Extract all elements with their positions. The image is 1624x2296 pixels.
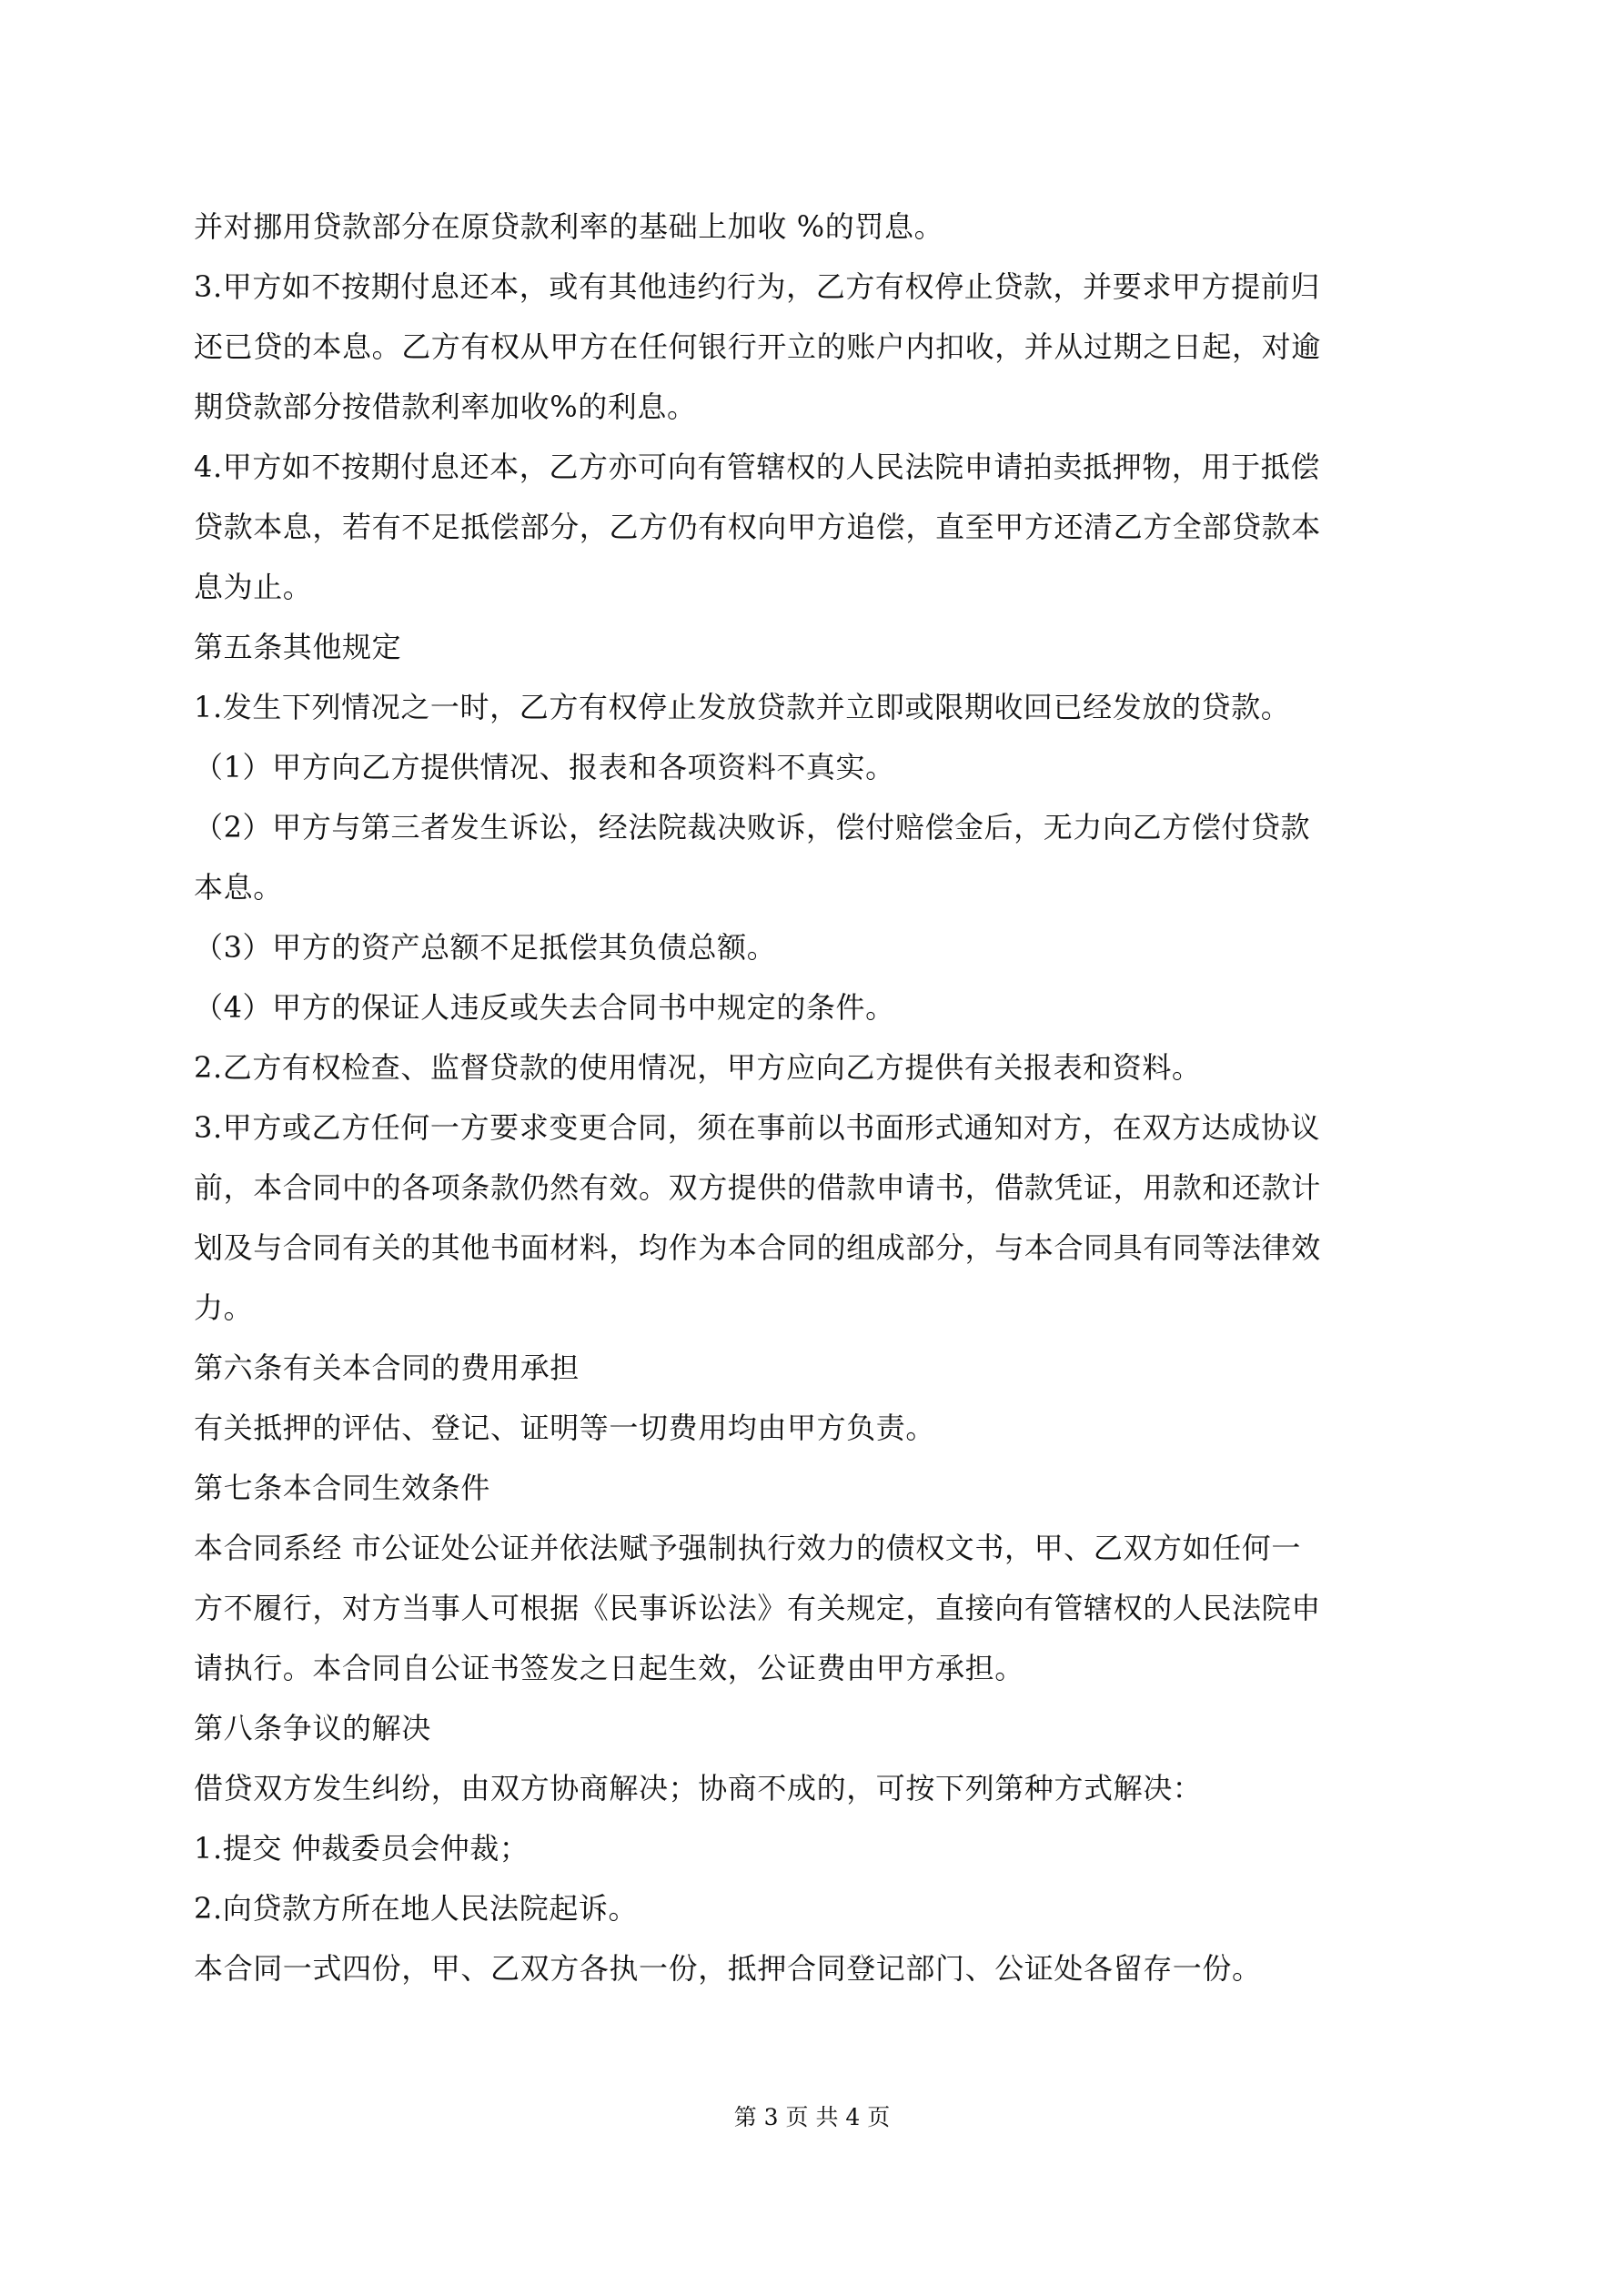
text-line: （2）甲方与第三者发生诉讼，经法院裁决败诉，偿付赔偿金后，无力向乙方偿付贷款 (194, 810, 1311, 845)
section-heading: 第八条争议的解决 (194, 1711, 431, 1745)
text-line: （4）甲方的保证人违反或失去合同书中规定的条件。 (194, 990, 895, 1025)
text-line: （3）甲方的资产总额不足抵偿其负债总额。 (194, 930, 777, 965)
text-line: 本合同系经 市公证处公证并依法赋予强制执行效力的债权文书，甲、乙双方如任何一 (194, 1531, 1301, 1565)
text-line: 本合同一式四份，甲、乙双方各执一份，抵押合同登记部门、公证处各留存一份。 (194, 1951, 1262, 1986)
text-line: 划及与合同有关的其他书面材料，均作为本合同的组成部分，与本合同具有同等法律效 (194, 1230, 1321, 1265)
section-heading: 第七条本合同生效条件 (194, 1471, 491, 1505)
text-line: 1.提交 仲裁委员会仲裁； (194, 1831, 530, 1866)
text-line: 3.甲方如不按期付息还本，或有其他违约行为，乙方有权停止贷款，并要求甲方提前归 (194, 269, 1320, 304)
text-line: 方不履行，对方当事人可根据《民事诉讼法》有关规定，直接向有管辖权的人民法院申 (194, 1591, 1321, 1625)
text-line: 期贷款部分按借款利率加收%的利息。 (194, 389, 697, 424)
text-line: 1.发生下列情况之一时，乙方有权停止发放贷款并立即或限期收回已经发放的贷款。 (194, 690, 1291, 724)
text-line: （1）甲方向乙方提供情况、报表和各项资料不真实。 (194, 750, 895, 784)
document-body (194, 197, 1440, 1998)
text-line: 息为止。 (194, 570, 313, 604)
text-line: 2.乙方有权检查、监督贷款的使用情况，甲方应向乙方提供有关报表和资料。 (194, 1050, 1202, 1085)
page-number-footer: 第 3 页 共 4 页 (733, 2104, 891, 2130)
section-heading: 第六条有关本合同的费用承担 (194, 1350, 580, 1385)
text-line: 本息。 (194, 870, 283, 905)
text-line: 4.甲方如不按期付息还本，乙方亦可向有管辖权的人民法院申请拍卖抵押物，用于抵偿 (194, 450, 1320, 484)
text-line: 还已贷的本息。乙方有权从甲方在任何银行开立的账户内扣收，并从过期之日起，对逾 (194, 329, 1321, 364)
text-line: 贷款本息，若有不足抵偿部分，乙方仍有权向甲方追偿，直至甲方还清乙方全部贷款本 (194, 510, 1321, 544)
text-line: 前，本合同中的各项条款仍然有效。双方提供的借款申请书，借款凭证，用款和还款计 (194, 1170, 1321, 1205)
text-line: 力。 (194, 1290, 254, 1325)
text-line: 2.向贷款方所在地人民法院起诉。 (194, 1891, 639, 1926)
text-line: 请执行。本合同自公证书签发之日起生效，公证费由甲方承担。 (194, 1651, 1024, 1685)
text-line: 有关抵押的评估、登记、证明等一切费用均由甲方负责。 (194, 1411, 936, 1445)
text-line: 并对挪用贷款部分在原贷款利率的基础上加收 %的罚息。 (194, 209, 944, 244)
text-line: 3.甲方或乙方任何一方要求变更合同，须在事前以书面形式通知对方，在双方达成协议 (194, 1110, 1320, 1145)
text-line: 借贷双方发生纠纷，由双方协商解决；协商不成的，可按下列第种方式解决： (194, 1771, 1203, 1805)
section-heading: 第五条其他规定 (194, 630, 402, 664)
